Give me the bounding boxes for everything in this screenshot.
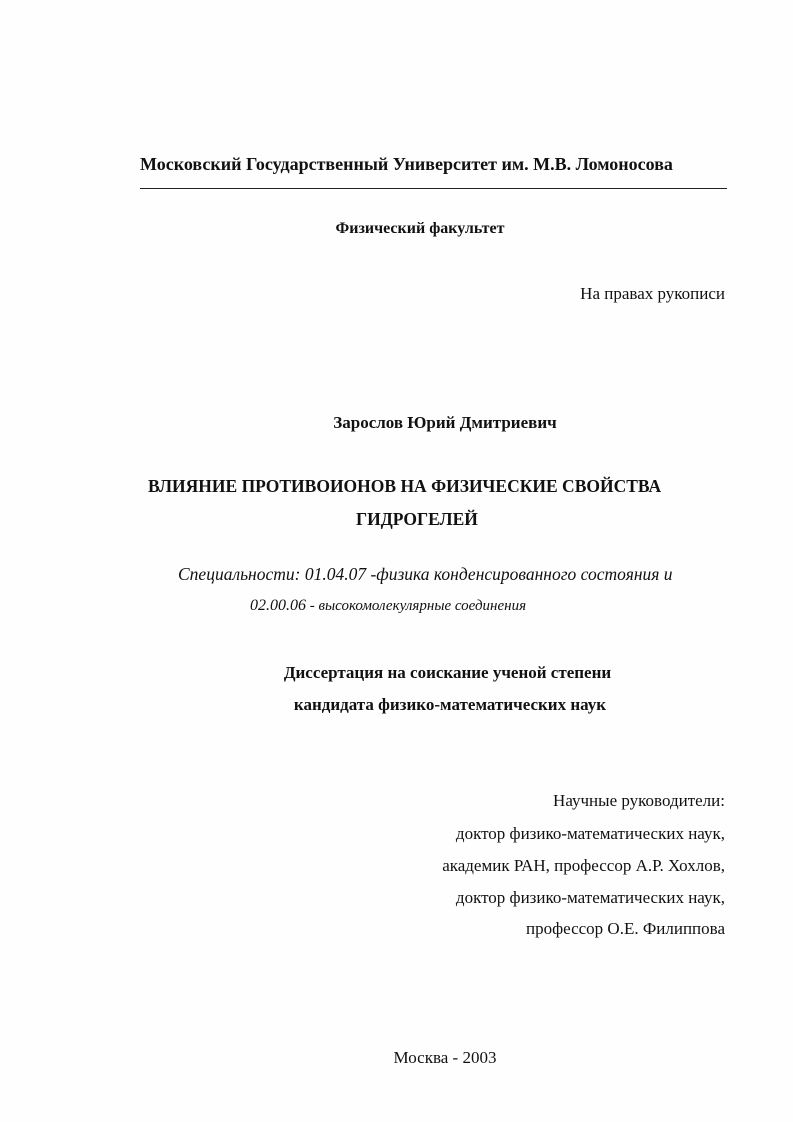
supervisor-line: профессор О.Е. Филиппова	[526, 919, 725, 938]
supervisor-line: доктор физико-математических наук,	[455, 888, 725, 907]
dissertation-degree-line1: Диссертация на соискание ученой степени	[283, 663, 612, 682]
specialties-line1	[178, 566, 673, 584]
specialty-1: 01.04.07 -физика конденсированного состояния и	[304, 564, 673, 584]
specialties-label: Специальности:	[178, 564, 301, 584]
header-divider	[140, 188, 727, 189]
place-and-year: Москва - 2003	[393, 1048, 497, 1067]
author-name: Зарослов Юрий Дмитриевич	[333, 413, 557, 432]
dissertation-title-line2: ГИДРОГЕЛЕЙ	[356, 509, 478, 529]
supervisors-heading: Научные руководители:	[553, 791, 725, 810]
university-name: Московский Государственный Университет им. М.В. Ломоносова	[140, 154, 673, 174]
manuscript-rights-note: На правах рукописи	[580, 284, 725, 303]
specialty-2-code: 02.00.06	[250, 597, 306, 614]
specialty-2-name: - высокомолекулярные соединения	[306, 598, 527, 614]
faculty-name: Физический факультет	[335, 220, 505, 237]
supervisor-line: доктор физико-математических наук,	[455, 824, 725, 843]
specialties-line2	[250, 598, 526, 614]
dissertation-title-line1: ВЛИЯНИЕ ПРОТИВОИОНОВ НА ФИЗИЧЕСКИЕ СВОЙСТВА	[148, 476, 662, 496]
dissertation-degree-line2: кандидата физико-математических наук	[293, 695, 607, 714]
supervisor-line: академик РАН, профессор А.Р. Хохлов,	[442, 856, 725, 875]
